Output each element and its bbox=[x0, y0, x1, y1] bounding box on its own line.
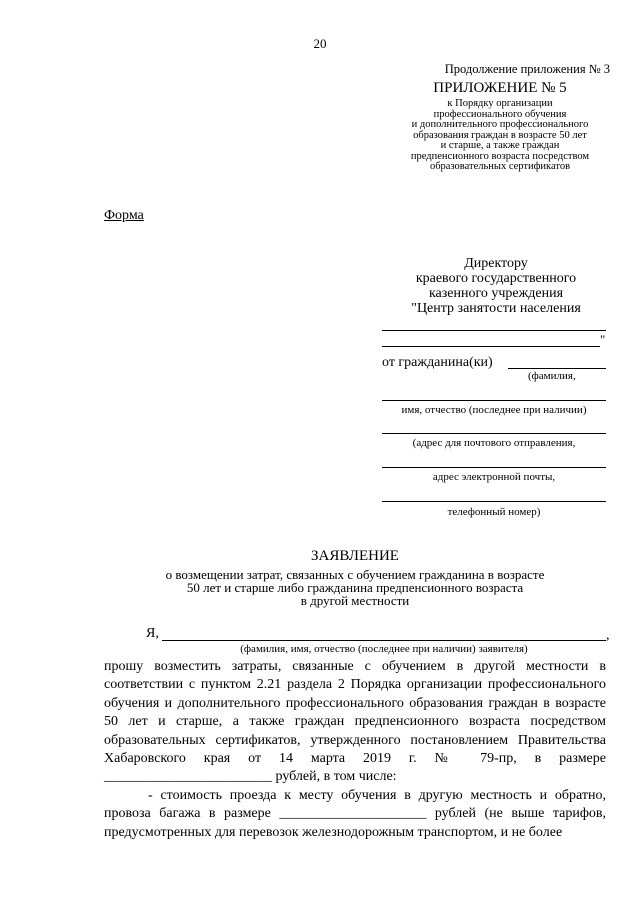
travel-cost-blank[interactable]: _____________________ bbox=[279, 806, 427, 822]
statement-subtitle bbox=[104, 568, 606, 607]
appendix-title: ПРИЛОЖЕНИЕ № 5 bbox=[433, 80, 567, 96]
postal-address-line[interactable] bbox=[382, 433, 606, 434]
center-name-line-1[interactable] bbox=[382, 330, 606, 331]
applicant-name-line[interactable] bbox=[162, 640, 606, 641]
surname-hint: (фамилия, bbox=[528, 370, 576, 382]
travel-cost-text-end: рублей (не выше тарифов, предусмотренных для перевозок железнодорожным транспортом, и не более bbox=[104, 806, 606, 840]
postal-address-hint: (адрес для почтового отправления, bbox=[412, 437, 576, 449]
closing-quote: " bbox=[600, 332, 606, 347]
addressee-line: краевого государственного bbox=[415, 271, 577, 286]
travel-cost-paragraph bbox=[104, 787, 606, 842]
addressee-line: казенного учреждения bbox=[428, 286, 564, 301]
form-label: Форма bbox=[104, 208, 144, 223]
appendix-line: и дополнительного профессионального bbox=[411, 119, 589, 130]
appendix-line: предпенсионного возраста посредством bbox=[410, 150, 590, 162]
appendix-line: к Порядку организации bbox=[447, 98, 553, 109]
name-line[interactable] bbox=[382, 400, 606, 401]
addressee-line: Директору bbox=[464, 256, 528, 271]
surname-line[interactable] bbox=[508, 368, 606, 369]
amount-blank[interactable]: ________________________ bbox=[104, 769, 272, 785]
email-hint: адрес электронной почты, bbox=[432, 471, 556, 483]
addressee-line: "Центр занятости населения bbox=[411, 301, 581, 316]
applicant-hint: (фамилия, имя, отчество (последнее при наличии) заявителя) bbox=[240, 643, 528, 655]
appendix-line: профессионального обучения bbox=[433, 108, 567, 120]
phone-hint: телефонный номер) bbox=[447, 506, 541, 518]
continuation-note: Продолжение приложения № 3 bbox=[444, 62, 610, 76]
subtitle-line: в другой местности bbox=[300, 593, 410, 608]
subtitle-line: о возмещении затрат, связанных с обучением гражданина в возрасте bbox=[165, 567, 545, 582]
phone-line[interactable] bbox=[382, 501, 606, 502]
applicant-comma: , bbox=[606, 628, 610, 643]
subtitle-line: 50 лет и старше либо гражданина предпенсионного возраста bbox=[186, 580, 524, 595]
appendix-line: образования граждан в возрасте 50 лет bbox=[413, 129, 587, 141]
addressee-block bbox=[380, 256, 612, 316]
request-paragraph bbox=[104, 658, 606, 787]
center-name-line-2[interactable] bbox=[382, 346, 600, 347]
email-line[interactable] bbox=[382, 467, 606, 468]
travel-cost-text: - стоимость проезда к месту обучения в другую местность и обратно, провоза багажа в размере bbox=[104, 787, 606, 822]
statement-title: ЗАЯВЛЕНИЕ bbox=[311, 548, 399, 564]
i-label: Я, bbox=[146, 626, 159, 641]
appendix-block bbox=[380, 80, 620, 173]
from-citizen-label: от гражданина(ки) bbox=[382, 355, 493, 370]
statement-body bbox=[104, 658, 606, 842]
page-number: 20 bbox=[313, 36, 327, 51]
appendix-line: и старше, а также граждан bbox=[440, 140, 560, 151]
request-text: прошу возместить затраты, связанные с обучением в другой местности в соответствии с пунктом 2.21 раздела 2 Порядка организации профессионального обучения и дополнительного профессионального образования граждан в возрасте 50 лет и старше, а также граждан предпенсионного возраста посредством образовательных сертификатов, утвержденного постановлением Правительства Хабаровского края от 14 марта 2019 г. № 79-пр, в размере bbox=[104, 659, 606, 767]
appendix-line: образовательных сертификатов bbox=[429, 161, 571, 172]
amount-suffix: рублей, в том числе: bbox=[272, 769, 397, 785]
name-hint: имя, отчество (последнее при наличии) bbox=[401, 404, 587, 416]
